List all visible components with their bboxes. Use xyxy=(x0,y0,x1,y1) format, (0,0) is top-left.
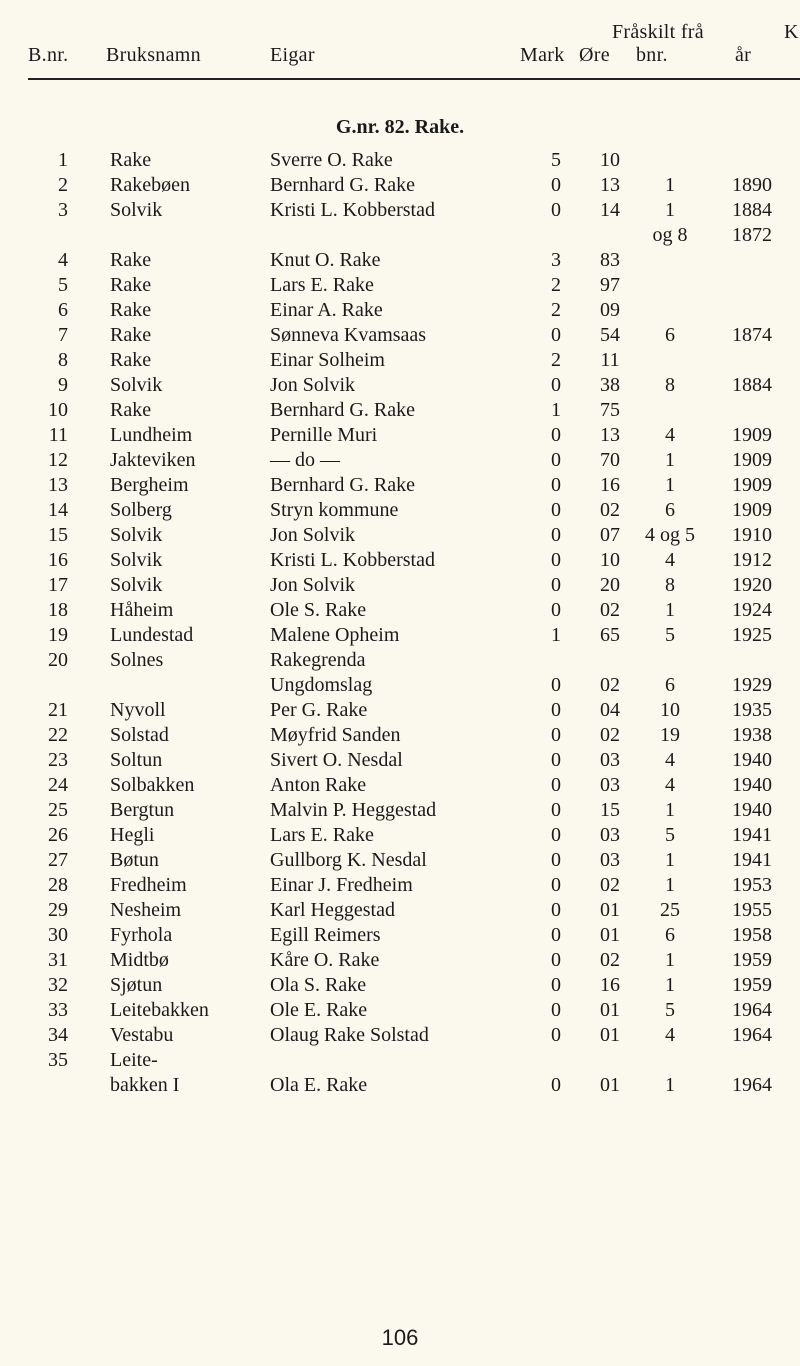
row-mark: 3 xyxy=(551,249,561,271)
row-fraskilt-ar: 1909 xyxy=(732,449,772,471)
row-bnr: 1 xyxy=(58,149,68,171)
row-ore: 15 xyxy=(600,799,620,821)
row-bnr: 31 xyxy=(48,949,68,971)
row-fraskilt-ar: 1940 xyxy=(732,774,772,796)
row-bruksnamn: Nesheim xyxy=(110,899,182,921)
row-mark: 0 xyxy=(551,774,561,796)
row-fraskilt-ar: 1884 xyxy=(732,374,772,396)
row-eigar: Sverre O. Rake xyxy=(270,149,393,171)
row-eigar: Einar A. Rake xyxy=(270,299,383,321)
row-ore: 09 xyxy=(600,299,620,321)
row-fraskilt-bnr: 8 xyxy=(665,574,675,596)
row-bnr: 8 xyxy=(58,349,68,371)
row-mark: 0 xyxy=(551,749,561,771)
row-ore: 10 xyxy=(600,549,620,571)
row-eigar: Kristi L. Kobberstad xyxy=(270,549,435,571)
table-row xyxy=(0,998,800,1023)
row-ore: 65 xyxy=(600,624,620,646)
row-bruksnamn: Solvik xyxy=(110,549,163,571)
row-bruksnamn: Solstad xyxy=(110,724,169,746)
row-mark: 0 xyxy=(551,599,561,621)
row-mark: 0 xyxy=(551,1024,561,1046)
table-row xyxy=(0,648,800,673)
row-bruksnamn: Bøtun xyxy=(110,849,159,871)
row-bruksnamn: Solberg xyxy=(110,499,172,521)
row-fraskilt-bnr: 1 xyxy=(665,474,675,496)
table-row xyxy=(0,373,800,398)
header-bruksnamn: Bruksnamn xyxy=(106,44,201,66)
row-bruksnamn: Midtbø xyxy=(110,949,169,971)
row-mark: 0 xyxy=(551,949,561,971)
header-cut-off: K xyxy=(784,21,799,43)
row-bruksnamn: Leitebakken xyxy=(110,999,209,1021)
table-row xyxy=(0,1073,800,1098)
row-fraskilt-ar: 1909 xyxy=(732,424,772,446)
table-row xyxy=(0,623,800,648)
row-mark: 0 xyxy=(551,474,561,496)
table-row xyxy=(0,398,800,423)
row-fraskilt-bnr: 1 xyxy=(665,849,675,871)
row-fraskilt-bnr: 4 xyxy=(665,749,675,771)
row-fraskilt-bnr: 1 xyxy=(665,449,675,471)
row-bnr: 34 xyxy=(48,1024,68,1046)
row-bruksnamn: Bergtun xyxy=(110,799,175,821)
row-fraskilt-bnr: 1 xyxy=(665,949,675,971)
row-bruksnamn: Rake xyxy=(110,299,152,321)
table-row xyxy=(0,298,800,323)
table-row xyxy=(0,923,800,948)
row-ore: 11 xyxy=(600,349,620,371)
row-mark: 0 xyxy=(551,574,561,596)
row-fraskilt-ar: 1964 xyxy=(732,1074,772,1096)
row-bnr: 13 xyxy=(48,474,68,496)
row-fraskilt-bnr: 1 xyxy=(665,974,675,996)
row-fraskilt-ar: 1872 xyxy=(732,224,772,246)
row-eigar: Egill Reimers xyxy=(270,924,381,946)
row-eigar: Jon Solvik xyxy=(270,524,356,546)
row-eigar: Pernille Muri xyxy=(270,424,378,446)
table-row xyxy=(0,348,800,373)
table-row xyxy=(0,173,800,198)
row-eigar: Ole S. Rake xyxy=(270,599,367,621)
section-title: G.nr. 82. Rake. xyxy=(335,116,465,138)
row-fraskilt-bnr: 1 xyxy=(665,174,675,196)
row-fraskilt-ar: 1929 xyxy=(732,674,772,696)
row-fraskilt-bnr: 4 xyxy=(665,424,675,446)
row-ore: 16 xyxy=(600,974,620,996)
row-bruksnamn: Lundestad xyxy=(110,624,194,646)
row-bnr: 23 xyxy=(48,749,68,771)
property-table xyxy=(0,148,800,1098)
row-eigar: Møyfrid Sanden xyxy=(270,724,401,746)
table-row xyxy=(0,798,800,823)
table-row xyxy=(0,473,800,498)
row-ore: 03 xyxy=(600,824,620,846)
row-mark: 0 xyxy=(551,374,561,396)
table-row xyxy=(0,823,800,848)
row-bruksnamn: Nyvoll xyxy=(110,699,166,721)
row-fraskilt-bnr: 4 xyxy=(665,549,675,571)
row-ore: 75 xyxy=(600,399,620,421)
row-bnr: 33 xyxy=(48,999,68,1021)
row-ore: 01 xyxy=(600,924,620,946)
row-eigar: Stryn kommune xyxy=(270,499,399,521)
row-bruksnamn: Håheim xyxy=(110,599,174,621)
row-eigar: Karl Heggestad xyxy=(270,899,395,921)
row-fraskilt-bnr: 8 xyxy=(665,374,675,396)
row-fraskilt-bnr: 1 xyxy=(665,799,675,821)
row-eigar: Malene Opheim xyxy=(270,624,400,646)
row-bnr: 16 xyxy=(48,549,68,571)
table-row xyxy=(0,223,800,248)
row-ore: 13 xyxy=(600,174,620,196)
row-fraskilt-ar: 1938 xyxy=(732,724,772,746)
row-bruksnamn: bakken I xyxy=(110,1074,180,1096)
row-mark: 0 xyxy=(551,674,561,696)
row-ore: 02 xyxy=(600,949,620,971)
row-mark: 0 xyxy=(551,199,561,221)
row-ore: 02 xyxy=(600,674,620,696)
row-bruksnamn: Solvik xyxy=(110,374,163,396)
row-bruksnamn: Sjøtun xyxy=(110,974,163,996)
row-ore: 70 xyxy=(600,449,620,471)
row-fraskilt-ar: 1940 xyxy=(732,749,772,771)
row-bnr: 5 xyxy=(58,274,68,296)
row-ore: 83 xyxy=(600,249,620,271)
row-bnr: 2 xyxy=(58,174,68,196)
row-eigar: Bernhard G. Rake xyxy=(270,174,415,196)
row-mark: 0 xyxy=(551,324,561,346)
row-eigar: Per G. Rake xyxy=(270,699,368,721)
row-eigar: Lars E. Rake xyxy=(270,824,374,846)
row-ore: 02 xyxy=(600,499,620,521)
table-row xyxy=(0,948,800,973)
row-ore: 03 xyxy=(600,774,620,796)
row-mark: 1 xyxy=(551,624,561,646)
row-bnr: 6 xyxy=(58,299,68,321)
row-mark: 0 xyxy=(551,449,561,471)
row-mark: 0 xyxy=(551,1074,561,1096)
table-row xyxy=(0,873,800,898)
row-bruksnamn: Bergheim xyxy=(110,474,189,496)
row-bruksnamn: Rake xyxy=(110,349,152,371)
row-eigar: Einar J. Fredheim xyxy=(270,874,413,896)
row-fraskilt-ar: 1935 xyxy=(732,699,772,721)
table-row xyxy=(0,523,800,548)
row-mark: 0 xyxy=(551,524,561,546)
row-mark: 5 xyxy=(551,149,561,171)
row-fraskilt-bnr: 4 xyxy=(665,1024,675,1046)
row-fraskilt-ar: 1958 xyxy=(732,924,772,946)
row-fraskilt-ar: 1964 xyxy=(732,999,772,1021)
row-bnr: 26 xyxy=(48,824,68,846)
table-row xyxy=(0,848,800,873)
row-bruksnamn: Rake xyxy=(110,399,152,421)
row-fraskilt-bnr: 1 xyxy=(665,599,675,621)
row-bruksnamn: Fyrhola xyxy=(110,924,173,946)
table-row xyxy=(0,773,800,798)
row-mark: 0 xyxy=(551,174,561,196)
row-ore: 02 xyxy=(600,874,620,896)
row-fraskilt-bnr: 25 xyxy=(660,899,680,921)
row-bruksnamn: Rake xyxy=(110,249,152,271)
row-fraskilt-bnr: 6 xyxy=(665,324,675,346)
table-row xyxy=(0,548,800,573)
row-eigar: Sivert O. Nesdal xyxy=(270,749,403,771)
row-fraskilt-ar: 1940 xyxy=(732,799,772,821)
row-eigar: Sønneva Kvamsaas xyxy=(270,324,427,346)
row-eigar: Ola S. Rake xyxy=(270,974,367,996)
row-bnr: 21 xyxy=(48,699,68,721)
row-fraskilt-ar: 1955 xyxy=(732,899,772,921)
table-row xyxy=(0,1048,800,1073)
row-mark: 0 xyxy=(551,924,561,946)
table-row xyxy=(0,598,800,623)
row-bnr: 14 xyxy=(48,499,68,521)
row-eigar: Malvin P. Heggestad xyxy=(270,799,437,821)
row-mark: 0 xyxy=(551,424,561,446)
row-bnr: 24 xyxy=(48,774,68,796)
header-ore: Øre xyxy=(579,44,610,66)
row-fraskilt-bnr: og 8 xyxy=(652,224,688,246)
row-fraskilt-ar: 1912 xyxy=(732,549,772,571)
row-bruksnamn: Lundheim xyxy=(110,424,193,446)
row-bruksnamn: Solvik xyxy=(110,199,163,221)
row-mark: 0 xyxy=(551,499,561,521)
row-ore: 02 xyxy=(600,599,620,621)
table-row xyxy=(0,573,800,598)
row-ore: 38 xyxy=(600,374,620,396)
row-mark: 2 xyxy=(551,274,561,296)
row-fraskilt-bnr: 6 xyxy=(665,499,675,521)
row-fraskilt-ar: 1910 xyxy=(732,524,772,546)
row-bruksnamn: Rakebøen xyxy=(110,174,190,196)
row-fraskilt-bnr: 19 xyxy=(660,724,680,746)
row-eigar: Ola E. Rake xyxy=(270,1074,368,1096)
table-row xyxy=(0,448,800,473)
row-mark: 2 xyxy=(551,349,561,371)
row-ore: 20 xyxy=(600,574,620,596)
row-fraskilt-bnr: 4 xyxy=(665,774,675,796)
row-eigar: Jon Solvik xyxy=(270,574,356,596)
row-fraskilt-bnr: 6 xyxy=(665,674,675,696)
row-fraskilt-ar: 1874 xyxy=(732,324,772,346)
row-bruksnamn: Soltun xyxy=(110,749,163,771)
row-bruksnamn: Solvik xyxy=(110,524,163,546)
row-bruksnamn: Solnes xyxy=(110,649,164,671)
row-bnr: 19 xyxy=(48,624,68,646)
row-bruksnamn: Solbakken xyxy=(110,774,195,796)
row-eigar: Rakegrenda xyxy=(270,649,366,671)
row-mark: 2 xyxy=(551,299,561,321)
table-row xyxy=(0,498,800,523)
row-fraskilt-ar: 1925 xyxy=(732,624,772,646)
row-bnr: 12 xyxy=(48,449,68,471)
row-fraskilt-ar: 1959 xyxy=(732,949,772,971)
row-bnr: 27 xyxy=(48,849,68,871)
row-mark: 0 xyxy=(551,799,561,821)
table-row xyxy=(0,723,800,748)
row-fraskilt-ar: 1953 xyxy=(732,874,772,896)
row-ore: 97 xyxy=(600,274,620,296)
row-bnr: 4 xyxy=(58,249,68,271)
table-row xyxy=(0,323,800,348)
table-row xyxy=(0,273,800,298)
row-mark: 0 xyxy=(551,549,561,571)
row-bruksnamn: Jakteviken xyxy=(110,449,196,471)
row-mark: 0 xyxy=(551,824,561,846)
row-bnr: 22 xyxy=(48,724,68,746)
row-eigar: Ungdomslag xyxy=(270,674,373,696)
row-bruksnamn: Rake xyxy=(110,274,152,296)
header-bnr-sub: bnr. xyxy=(636,44,668,66)
row-bnr: 29 xyxy=(48,899,68,921)
row-eigar: Bernhard G. Rake xyxy=(270,399,415,421)
header-rule xyxy=(28,78,800,80)
row-fraskilt-bnr: 1 xyxy=(665,874,675,896)
row-mark: 0 xyxy=(551,724,561,746)
row-fraskilt-ar: 1924 xyxy=(732,599,772,621)
row-fraskilt-ar: 1941 xyxy=(732,824,772,846)
row-ore: 16 xyxy=(600,474,620,496)
row-bruksnamn: Leite- xyxy=(110,1049,158,1071)
row-ore: 03 xyxy=(600,749,620,771)
row-ore: 01 xyxy=(600,899,620,921)
row-fraskilt-ar: 1909 xyxy=(732,499,772,521)
row-bruksnamn: Solvik xyxy=(110,574,163,596)
row-ore: 54 xyxy=(600,324,620,346)
row-mark: 0 xyxy=(551,874,561,896)
row-ore: 10 xyxy=(600,149,620,171)
row-bnr: 9 xyxy=(58,374,68,396)
row-ore: 07 xyxy=(600,524,620,546)
row-ore: 01 xyxy=(600,999,620,1021)
row-eigar: Lars E. Rake xyxy=(270,274,374,296)
row-bnr: 32 xyxy=(48,974,68,996)
row-fraskilt-bnr: 1 xyxy=(665,1074,675,1096)
table-row xyxy=(0,973,800,998)
row-bnr: 30 xyxy=(48,924,68,946)
row-bruksnamn: Fredheim xyxy=(110,874,187,896)
row-eigar: Jon Solvik xyxy=(270,374,356,396)
table-row xyxy=(0,148,800,173)
row-eigar: Gullborg K. Nesdal xyxy=(270,849,427,871)
table-row xyxy=(0,748,800,773)
row-fraskilt-bnr: 1 xyxy=(665,199,675,221)
row-bnr: 7 xyxy=(58,324,68,346)
row-ore: 02 xyxy=(600,724,620,746)
row-bnr: 17 xyxy=(48,574,68,596)
row-bnr: 35 xyxy=(48,1049,68,1071)
row-fraskilt-bnr: 4 og 5 xyxy=(645,524,695,546)
row-ore: 01 xyxy=(600,1074,620,1096)
row-bnr: 28 xyxy=(48,874,68,896)
row-eigar: Knut O. Rake xyxy=(270,249,381,271)
row-fraskilt-ar: 1920 xyxy=(732,574,772,596)
row-bnr: 10 xyxy=(48,399,68,421)
row-fraskilt-bnr: 6 xyxy=(665,924,675,946)
row-mark: 0 xyxy=(551,699,561,721)
row-ore: 01 xyxy=(600,1024,620,1046)
row-eigar: Bernhard G. Rake xyxy=(270,474,415,496)
table-row xyxy=(0,698,800,723)
row-eigar: Kåre O. Rake xyxy=(270,949,380,971)
row-fraskilt-ar: 1964 xyxy=(732,1024,772,1046)
row-mark: 0 xyxy=(551,999,561,1021)
row-mark: 0 xyxy=(551,899,561,921)
table-row xyxy=(0,898,800,923)
header-bnr: B.nr. xyxy=(28,44,69,66)
row-ore: 14 xyxy=(600,199,620,221)
table-row xyxy=(0,423,800,448)
row-bruksnamn: Rake xyxy=(110,324,152,346)
row-eigar: Ole E. Rake xyxy=(270,999,368,1021)
row-eigar: Einar Solheim xyxy=(270,349,385,371)
row-fraskilt-ar: 1959 xyxy=(732,974,772,996)
row-mark: 0 xyxy=(551,974,561,996)
row-fraskilt-bnr: 5 xyxy=(665,824,675,846)
row-ore: 13 xyxy=(600,424,620,446)
row-bnr: 25 xyxy=(48,799,68,821)
row-bnr: 11 xyxy=(48,424,68,446)
row-bruksnamn: Rake xyxy=(110,149,152,171)
row-fraskilt-bnr: 5 xyxy=(665,999,675,1021)
row-eigar: Anton Rake xyxy=(270,774,367,796)
row-bnr: 3 xyxy=(58,199,68,221)
table-row xyxy=(0,198,800,223)
row-mark: 1 xyxy=(551,399,561,421)
row-fraskilt-ar: 1884 xyxy=(732,199,772,221)
row-bnr: 18 xyxy=(48,599,68,621)
row-ore: 03 xyxy=(600,849,620,871)
row-bruksnamn: Vestabu xyxy=(110,1024,174,1046)
row-fraskilt-bnr: 10 xyxy=(660,699,680,721)
row-bnr: 15 xyxy=(48,524,68,546)
row-fraskilt-ar: 1909 xyxy=(732,474,772,496)
header-eigar: Eigar xyxy=(270,44,315,66)
row-fraskilt-bnr: 5 xyxy=(665,624,675,646)
row-fraskilt-ar: 1890 xyxy=(732,174,772,196)
row-fraskilt-ar: 1941 xyxy=(732,849,772,871)
row-eigar: Olaug Rake Solstad xyxy=(270,1024,429,1046)
row-bnr: 20 xyxy=(48,649,68,671)
row-eigar: Kristi L. Kobberstad xyxy=(270,199,435,221)
page-number: 106 xyxy=(381,1325,419,1350)
table-row xyxy=(0,248,800,273)
header-mark: Mark xyxy=(520,44,565,66)
table-row xyxy=(0,673,800,698)
header-fraskilt-fra: Fråskilt frå xyxy=(612,21,704,43)
row-mark: 0 xyxy=(551,849,561,871)
table-row xyxy=(0,1023,800,1048)
row-bruksnamn: Hegli xyxy=(110,824,155,846)
row-ore: 04 xyxy=(600,699,620,721)
header-ar: år xyxy=(735,44,752,66)
row-eigar: — do — xyxy=(270,449,340,471)
